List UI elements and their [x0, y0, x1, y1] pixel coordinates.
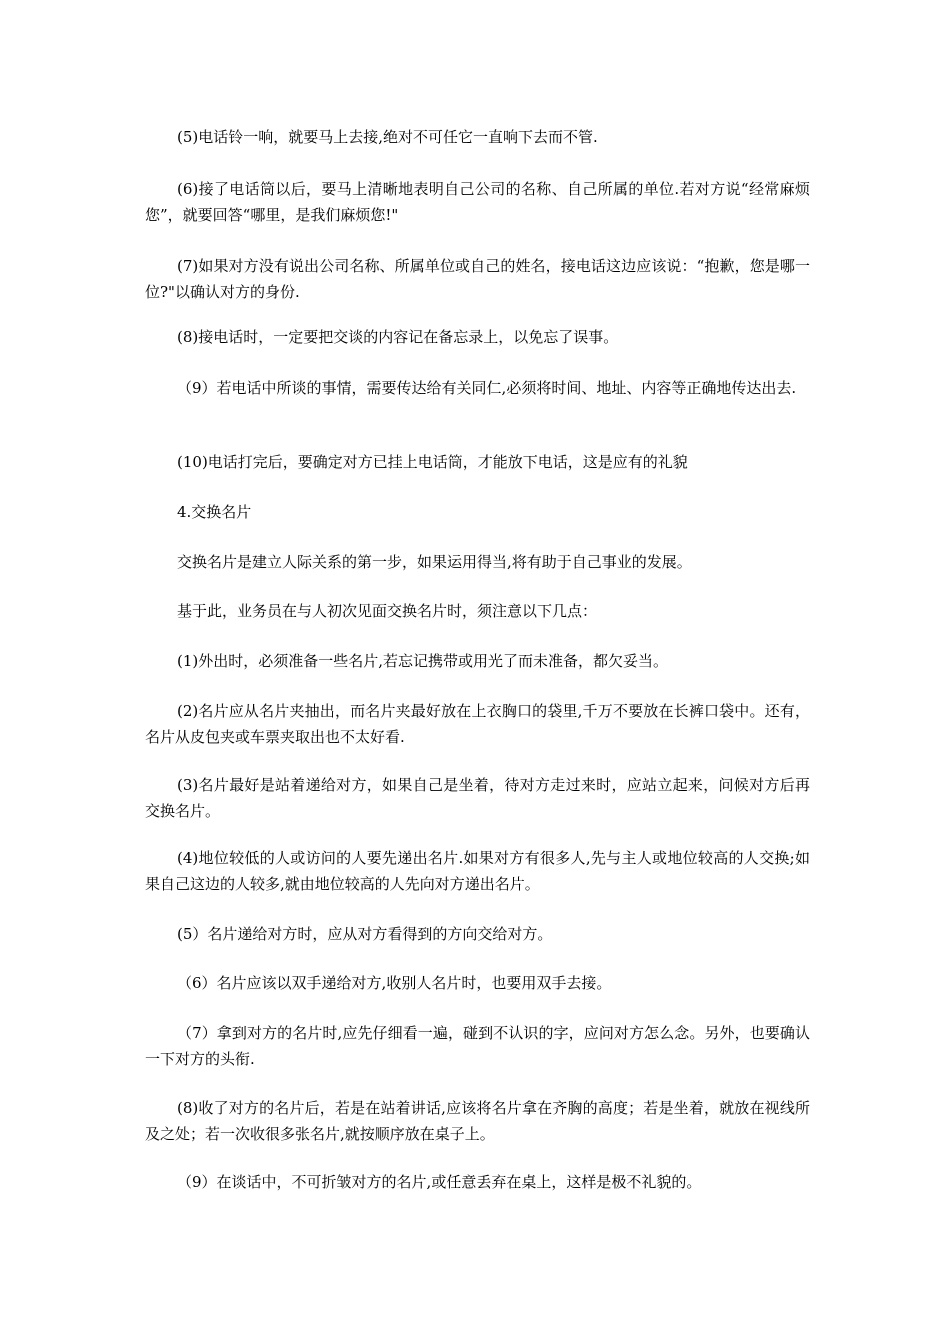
paragraph-card-4: (4)地位较低的人或访问的人要先递出名片.如果对方有很多人,先与主人或地位较高的人交换;如果自己这边的人较多,就由地位较高的人先向对方递出名片。 [145, 849, 810, 893]
section-heading: 4.交换名片 [177, 503, 252, 521]
paragraph-phone-7: (7)如果对方没有说出公司名称、所属单位或自己的姓名，接电话这边应该说：“抱歉，您是哪一位?"以确认对方的身份. [145, 257, 810, 301]
paragraph-phone-9: （9）若电话中所谈的事情，需要传达给有关同仁,必须将时间、地址、内容等正确地传达出去. [177, 379, 797, 397]
paragraph-card-8: (8)收了对方的名片后，若是在站着讲话,应该将名片拿在齐胸的高度；若是坐着，就放在视线所及之处；若一次收很多张名片,就按顺序放在桌子上。 [145, 1099, 810, 1143]
paragraph-card-9: （9）在谈话中，不可折皱对方的名片,或任意丢弃在桌上，这样是极不礼貌的。 [177, 1173, 702, 1191]
paragraph-card-1: (1)外出时，必须准备一些名片,若忘记携带或用光了而未准备，都欠妥当。 [177, 652, 669, 670]
paragraph-card-2: (2)名片应从名片夹抽出，而名片夹最好放在上衣胸口的袋里,千万不要放在长裤口袋中。还有，名片从皮包夹或车票夹取出也不太好看. [145, 702, 810, 746]
paragraph-phone-10: (10)电话打完后，要确定对方已挂上电话筒，才能放下电话，这是应有的礼貌 [177, 453, 688, 471]
paragraph-card-7: （7）拿到对方的名片时,应先仔细看一遍，碰到不认识的字，应问对方怎么念。另外，也要确认一下对方的头衔. [145, 1024, 810, 1068]
paragraph-card-6: （6）名片应该以双手递给对方,收别人名片时，也要用双手去接。 [177, 974, 612, 992]
paragraph-card-5: (5）名片递给对方时，应从对方看得到的方向交给对方。 [177, 925, 553, 943]
paragraph-phone-8: (8)接电话时，一定要把交谈的内容记在备忘录上，以免忘了误事。 [177, 328, 619, 346]
paragraph-intro: 交换名片是建立人际关系的第一步，如果运用得当,将有助于自己事业的发展。 [177, 553, 692, 571]
paragraph-phone-5: (5)电话铃一响，就要马上去接,绝对不可任它一直响下去而不管. [177, 128, 598, 146]
paragraph-lead: 基于此，业务员在与人初次见面交换名片时，须注意以下几点： [177, 602, 598, 620]
paragraph-phone-6: (6)接了电话筒以后，要马上清晰地表明自己公司的名称、自己所属的单位.若对方说“经常麻烦您”，就要回答“哪里，是我们麻烦您!" [145, 180, 810, 224]
paragraph-card-3: (3)名片最好是站着递给对方，如果自己是坐着，待对方走过来时，应站立起来，问候对方后再交换名片。 [145, 776, 810, 820]
